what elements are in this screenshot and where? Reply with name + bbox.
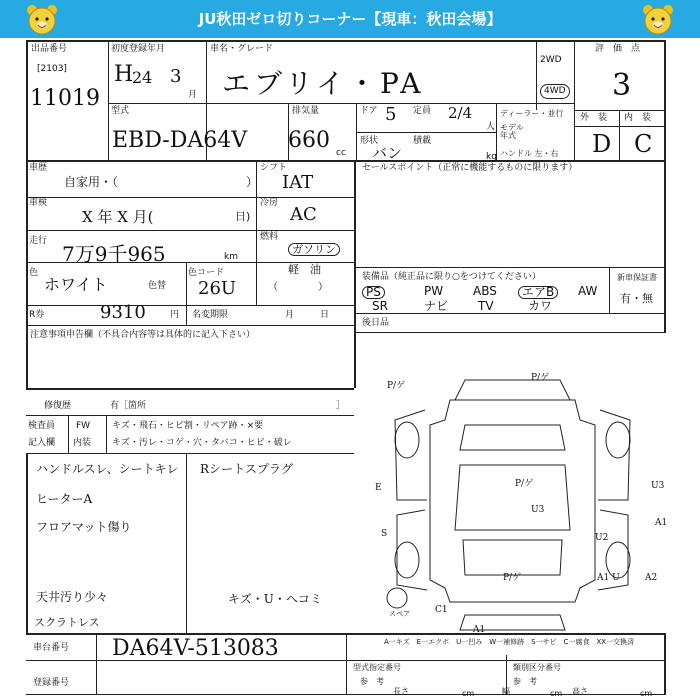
bear-mascot-icon — [641, 3, 675, 35]
inspection-label: 車検 — [29, 198, 48, 208]
day-unit: 日 — [320, 310, 330, 320]
equip-aw: AW — [578, 284, 598, 298]
damage-mark: A1 U — [597, 573, 620, 583]
comment-line: ヒーターA — [36, 492, 93, 506]
car-damage-diagram — [355, 340, 668, 640]
rating-value: 3 — [612, 68, 632, 103]
class-label: 類別区分番号 — [513, 663, 561, 672]
damage-mark: P/ゲ — [503, 573, 522, 583]
interior-row-label: 内装 — [73, 438, 92, 448]
color-code-label: 色コード — [188, 268, 225, 278]
type-spec-label: 型式指定番号 — [353, 663, 401, 672]
fuel-gas: ガソリン — [288, 243, 340, 256]
color-value: ホワイト — [44, 275, 108, 294]
damage-mark: U3 — [531, 505, 545, 515]
model-label: 型式 — [111, 106, 130, 116]
chassis-value: DA64V-513083 — [112, 636, 279, 661]
name-limit-label: 名変期限 — [192, 310, 229, 320]
color-change-label: 色替 — [148, 281, 167, 291]
comment-line: キズ・U・ヘコミ — [228, 592, 322, 606]
shift-label: シフト — [260, 163, 288, 173]
damage-mark: E — [375, 483, 382, 493]
equip-abs: ABS — [473, 284, 497, 298]
ac-label: 冷房 — [260, 198, 279, 208]
drive-2wd: 2WD — [540, 55, 562, 65]
first-reg-label: 初度登録年月 — [111, 44, 166, 54]
interior-grade: C — [634, 130, 653, 158]
model-change-label: モデル 年式 — [500, 123, 524, 140]
color-label: 色 — [29, 268, 39, 278]
notes-label: 注意事項申告欄（不具合内容等は具体的に記入下さい） — [30, 330, 256, 340]
fw-label: FW — [76, 421, 91, 431]
recycle-label: R券 — [29, 310, 45, 320]
fw-text: キズ・飛石・ヒビ割・リペア跡・×要 — [112, 421, 264, 431]
displacement-label: 排気量 — [292, 106, 320, 116]
chassis-label: 車台番号 — [33, 643, 70, 653]
handle-label: ハンドル 左・右 — [500, 149, 559, 158]
capacity-value: 2/4 — [448, 104, 473, 122]
damage-mark: A1 — [473, 625, 486, 635]
ref-label: 参 考 — [360, 677, 384, 686]
dealer-label: ディーラー・並行 — [500, 109, 564, 118]
equip-pw: PW — [424, 284, 444, 298]
cm-unit: cm — [640, 689, 653, 698]
page-title: JU秋田ゼロ切りコーナー【現車：秋田会場】 — [198, 10, 502, 28]
equip-sr: SR — [372, 299, 388, 313]
damage-mark: A1 — [655, 518, 668, 528]
rear-seat-label: 後日品 — [362, 318, 390, 328]
equip-tv: TV — [478, 299, 494, 313]
load-label: 積載 — [413, 136, 432, 146]
color-code: 26U — [198, 278, 237, 299]
damage-mark: U3 — [651, 481, 665, 491]
first-reg-era: H — [114, 62, 134, 87]
interior-row-text: キズ・汚レ・コゲ・穴・タバコ・ヒビ・破レ — [112, 438, 292, 448]
mileage-value: 7万9千965 — [62, 242, 166, 266]
damage-mark: P/ゲ — [515, 479, 534, 489]
repair-close: ］ — [336, 401, 346, 411]
first-reg-month: 3 — [170, 66, 182, 87]
warranty-value: 有・無 — [620, 292, 653, 305]
spare-label: スペア — [389, 610, 410, 618]
comment-line: フロアマット傷り — [36, 520, 132, 534]
history-value: 自家用・（ — [64, 175, 119, 189]
ref-label-2: 参 考 — [513, 677, 537, 686]
lot-label: 出品番号 — [31, 44, 68, 54]
history-label: 車歴 — [29, 163, 48, 173]
bear-mascot-icon — [25, 3, 59, 35]
month-unit: 月 — [188, 90, 198, 100]
exterior-label: 外 装 — [580, 113, 608, 123]
shift-value: IAT — [282, 172, 314, 193]
inspection-value: X 年 X 月( — [82, 208, 154, 226]
legend: A一キズ E一エクボ U一凹み W一補修跡 S一サビ C一腐食 XX一交換済 — [384, 638, 635, 646]
capacity-label: 定員 — [413, 106, 432, 116]
length-label: 長さ — [393, 687, 409, 696]
recycle-value: 9310 — [100, 302, 146, 323]
equipment-label: 装備品（純正品に限り○をつけてください） — [362, 272, 541, 282]
car-name: エブリイ・PA — [222, 67, 425, 100]
fuel-other: （ ） — [268, 282, 328, 293]
mileage-label: 走行 — [29, 236, 48, 246]
interior-label: 内 装 — [624, 113, 652, 123]
height-label: 高さ — [572, 687, 588, 696]
shape-value: バン — [372, 144, 403, 162]
ac-value: AC — [290, 204, 317, 225]
equip-ps: PS — [362, 286, 385, 299]
reg-label: 登録番号 — [33, 678, 70, 688]
equip-leather: カワ — [528, 299, 553, 313]
history-close: ） — [246, 175, 259, 189]
repair-label: 修復歴 — [44, 401, 72, 411]
yen-unit: 円 — [170, 310, 180, 320]
comment-line: 天井汚り少々 — [36, 590, 109, 604]
capacity-unit: 人 — [486, 122, 496, 132]
comment-line: スクラトレス — [34, 616, 100, 629]
damage-mark: U2 — [595, 533, 609, 543]
lot-number: 11019 — [30, 86, 100, 111]
month-unit-2: 月 — [285, 310, 295, 320]
damage-mark: S — [381, 529, 388, 539]
shape-label: 形状 — [360, 136, 379, 146]
fuel-label: 燃料 — [260, 232, 279, 242]
door-label: ドア — [360, 106, 378, 116]
damage-mark: C1 — [435, 605, 448, 615]
first-reg-year: 24 — [132, 68, 153, 87]
damage-mark: P/ゲ — [531, 373, 550, 383]
kg-unit: kg — [486, 152, 497, 162]
damage-mark: P/ゲ — [387, 381, 406, 391]
model-value: EBD-DA64V — [112, 128, 248, 153]
inspection-day: 日) — [235, 210, 251, 223]
sales-point-label: セールスポイント（正常に機能するものに限ります） — [362, 163, 578, 173]
displacement-value: 660 — [288, 128, 330, 153]
new-warranty-label: 新車保証書 — [617, 273, 657, 282]
cm-unit: cm — [462, 689, 475, 698]
inspector-label: 検査員 — [28, 421, 56, 431]
equip-airbag: エアB — [518, 286, 558, 299]
comment-line: ハンドルスレ、シートキレ — [36, 462, 179, 476]
door-value: 5 — [385, 104, 397, 125]
fuel-diesel: 軽 油 — [288, 263, 321, 276]
cm-unit: cm — [550, 689, 563, 698]
cc-unit: cc — [336, 148, 346, 158]
lot-sub: [2103] — [37, 64, 67, 74]
equip-navi: ナビ — [424, 299, 449, 313]
exterior-grade: D — [592, 130, 612, 158]
drive-4wd: 4WD — [540, 84, 570, 99]
damage-mark: A2 — [645, 573, 658, 583]
comment-line: Rシートスプラグ — [200, 462, 293, 476]
width-label: 幅 — [502, 687, 510, 696]
km-unit: km — [224, 252, 238, 262]
entry-label: 記入欄 — [28, 438, 56, 448]
repair-value: 有［箇所 — [110, 401, 147, 411]
name-label: 車名・グレード — [210, 44, 274, 54]
rating-label: 評 価 点 — [595, 44, 641, 54]
